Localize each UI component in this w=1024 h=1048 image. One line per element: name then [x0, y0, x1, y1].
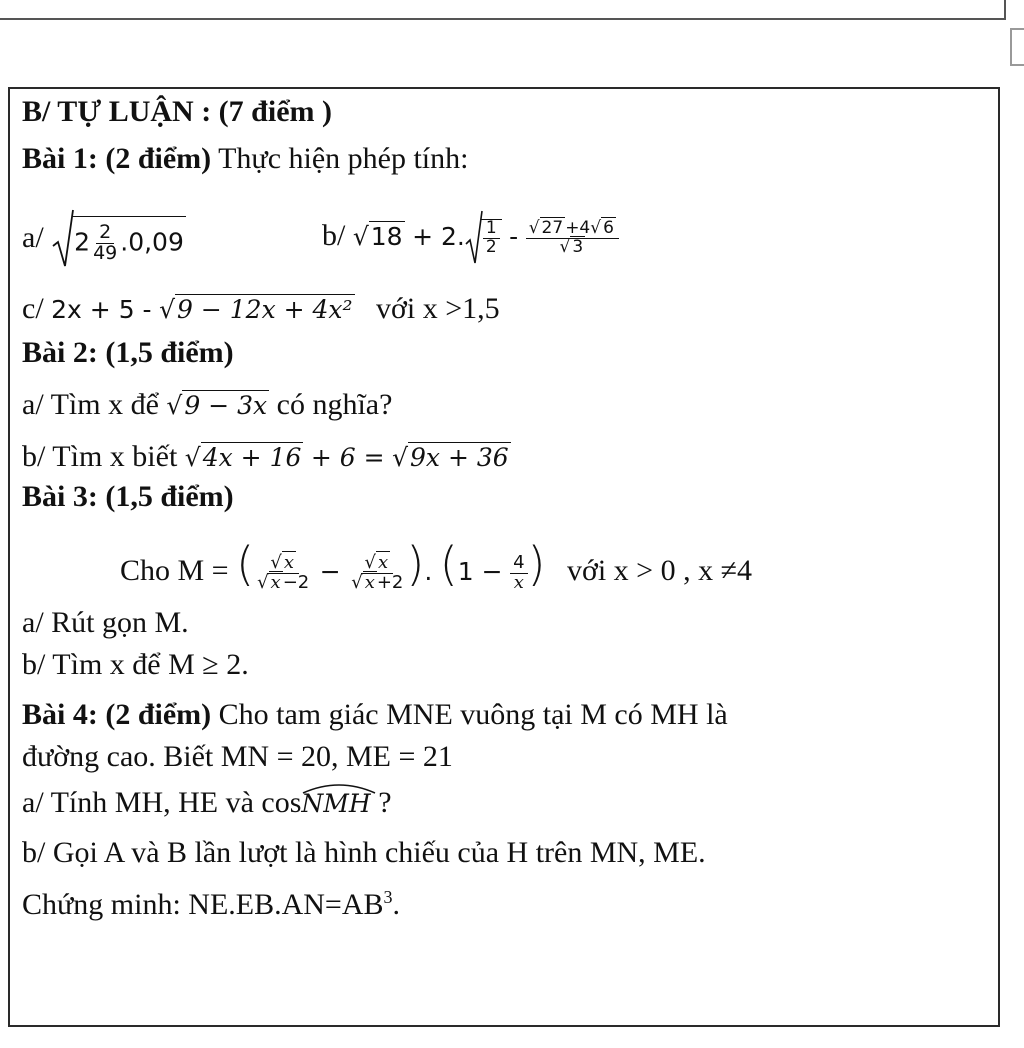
- bai2-a-sqrt: √9 − 3x: [166, 391, 268, 420]
- bai3-f1-den: √ x −2: [257, 571, 310, 593]
- bai3-f1-num: √ x: [267, 554, 299, 574]
- bai4-angle-text: NMH: [301, 789, 371, 818]
- bai1-b-half-den: 2: [485, 237, 497, 257]
- left-paren: (: [236, 537, 255, 591]
- bai3-f2-den: √ x +2: [351, 571, 404, 593]
- bai1-title: Bài 1: (2 điểm): [22, 142, 212, 175]
- bai3-frac1: [254, 551, 312, 593]
- bai1-b-frac-den: √ 3: [559, 236, 584, 257]
- bai2-b-mid: + 6 =: [310, 443, 385, 472]
- bai3-f2-den-rad: x: [364, 571, 375, 593]
- bai3-f2-num: √ x: [361, 554, 393, 574]
- bai3-f1-den-rest: −2: [282, 571, 310, 593]
- bai2-title: Bài 2: (1,5 điểm): [22, 336, 234, 369]
- bai2-b-radicand1: 4x + 16: [202, 443, 302, 472]
- bai2-b-sqrt2: √9x + 36: [392, 443, 509, 472]
- bai1-a-num: 2: [96, 223, 114, 244]
- bai4-proof-text: Chứng minh: NE.EB.AN=AB: [22, 888, 384, 921]
- bai4-line2: đường cao. Biết MN = 20, ME = 21: [22, 740, 453, 773]
- bai4-b: b/ Gọi A và B lần lượt là hình chiếu của H trên MN, ME.: [22, 836, 706, 869]
- bai1-b-num-plus: +4: [565, 217, 591, 238]
- left-paren: (: [439, 537, 458, 591]
- bai3-formula: [120, 532, 752, 604]
- bai4-line1: [22, 698, 728, 732]
- bai1-c-expr: 2x + 5 -: [51, 295, 152, 324]
- bai3-f2-num-rad: x: [377, 551, 389, 573]
- bai1-title-line: [22, 142, 468, 176]
- bai3-minus: −: [319, 557, 341, 586]
- bai3-f2-den-rest: +2: [376, 571, 404, 593]
- bai2-a-text: a/ Tìm x để: [22, 388, 159, 421]
- bai4-a: [22, 786, 392, 821]
- bai1-a-int: 2: [74, 227, 91, 257]
- bai1-a-den: 49: [93, 242, 118, 264]
- bai1-c-condition: với x >1,5: [376, 292, 500, 325]
- bai1-a: [22, 208, 186, 272]
- bai1-b-minus: -: [509, 221, 519, 251]
- bai1-b-sqrt18: √18: [352, 221, 403, 251]
- bai3-cho: Cho M =: [120, 554, 229, 587]
- bai1-b-half: [481, 219, 502, 257]
- bai4-a-end: ?: [370, 786, 392, 819]
- bai3-f1-den-rad: x: [270, 571, 281, 593]
- bai1-b-den-r: 3: [572, 236, 584, 257]
- bai1-c-sqrt: √9 − 12x + 4x²: [159, 295, 353, 324]
- bai2-a-radicand: 9 − 3x: [184, 391, 268, 420]
- bai1-b-half-num: 1: [483, 220, 500, 239]
- bai1-b-frac-num: √ 27 +4√ 6: [526, 220, 619, 239]
- bai3-frac2: [348, 551, 406, 593]
- page-edge-marker: [1010, 28, 1024, 66]
- bai1-a-rest: .0,09: [120, 227, 184, 257]
- section-heading: B/ TỰ LUẬN : (7 điểm ): [22, 95, 332, 128]
- right-paren: ): [527, 537, 546, 591]
- bai1-prompt: Thực hiện phép tính:: [218, 142, 469, 175]
- bai1-a-label: a/: [22, 220, 44, 254]
- bai3-f3-den: x: [513, 571, 524, 593]
- bai2-b: [22, 440, 511, 475]
- bai4-a-text: a/ Tính MH, HE và cos: [22, 786, 302, 819]
- bai1-b-mid: + 2.: [412, 221, 465, 251]
- bai4-statement: Cho tam giác MNE vuông tại M có MH là: [218, 698, 728, 731]
- bai1-b-num-r2: 6: [603, 217, 614, 238]
- bai4-title: Bài 4: (2 điểm): [22, 698, 212, 731]
- bai2-b-text: b/ Tìm x biết: [22, 440, 178, 473]
- angle-arc-icon: [301, 781, 377, 795]
- bai4-angle: [301, 787, 370, 821]
- bai3-f1-num-rad: x: [283, 551, 294, 573]
- bai1-b: [322, 208, 619, 268]
- bai3-title: Bài 3: (1,5 điểm): [22, 480, 234, 513]
- bai1-b-r1: 18: [370, 221, 403, 251]
- bai3-one-minus: 1 −: [457, 557, 503, 586]
- bai3-dot: .: [424, 557, 433, 586]
- bai2-a-end: có nghĩa?: [276, 388, 393, 421]
- bai1-c-radicand: 9 − 12x + 4x²: [177, 295, 353, 324]
- bai1-a-fraction: [90, 223, 120, 264]
- bai3-b: b/ Tìm x để M ≥ 2.: [22, 648, 249, 681]
- bai2-b-radicand2: 9x + 36: [410, 443, 509, 472]
- upper-table-border: [0, 0, 1006, 20]
- bai3-condition: với x > 0 , x ≠4: [566, 554, 753, 587]
- bai3-frac3: [510, 551, 527, 593]
- bai1-b-num-r1: 27: [541, 217, 564, 238]
- bai1-a-radicand: [72, 216, 186, 264]
- bai1-c: [22, 292, 500, 327]
- right-paren: ): [406, 537, 425, 591]
- bai2-a: [22, 388, 392, 423]
- bai1-b-label: b/: [322, 218, 346, 252]
- bai1-b-fraction: [526, 217, 619, 257]
- bai4-proof-exponent: 3: [383, 887, 393, 907]
- bai1-c-label: c/: [22, 292, 44, 325]
- bai3-f3-num: 4: [510, 554, 527, 574]
- bai3-a: a/ Rút gọn M.: [22, 606, 189, 639]
- bai4-proof: [22, 880, 400, 922]
- bai4-proof-end: .: [392, 888, 401, 921]
- bai2-b-sqrt1: √4x + 16: [184, 443, 302, 472]
